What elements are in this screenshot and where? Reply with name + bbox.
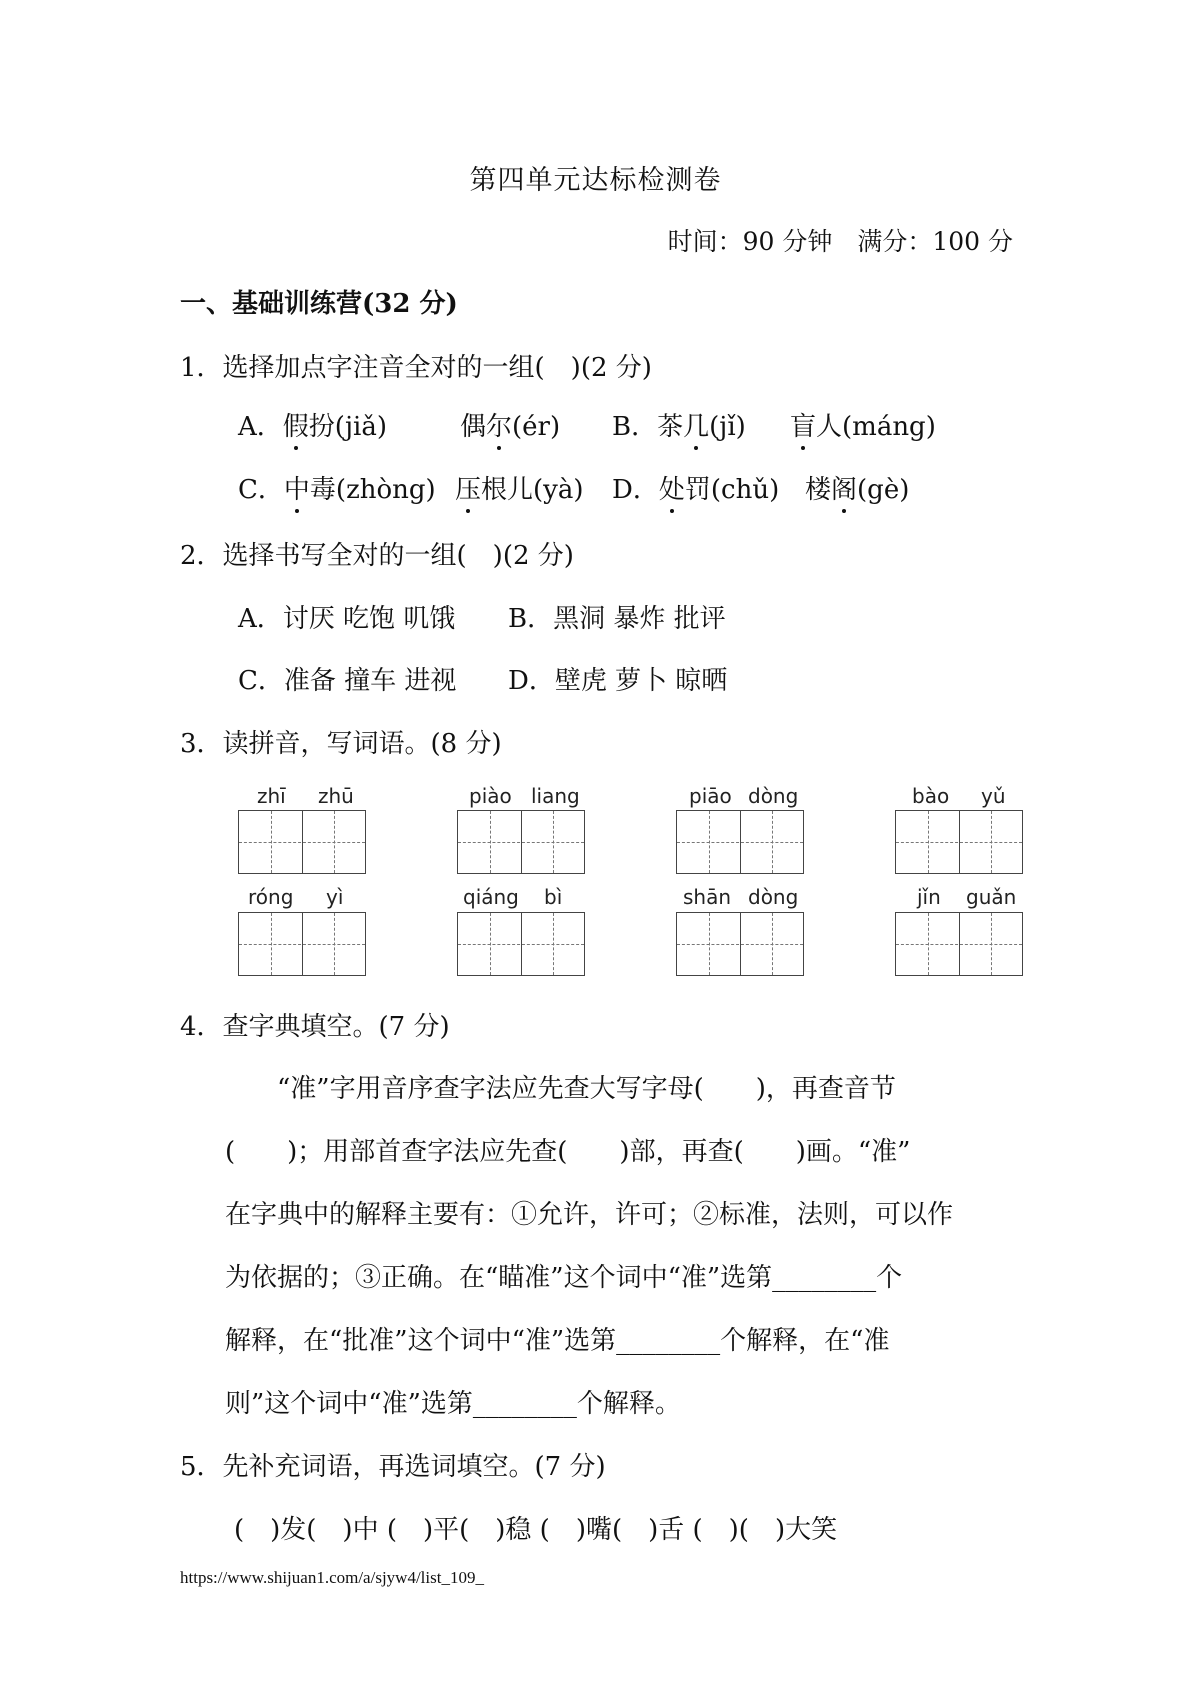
- writing-grid[interactable]: [457, 810, 585, 874]
- q4-paragraph-line: 则”这个词中“准”选第________个解释。: [225, 1389, 681, 1419]
- q1-option-a-word2: 偶尔(ér): [460, 406, 560, 443]
- pinyin: piào: [469, 784, 512, 808]
- q1-option-a: A．假扮(jiǎ): [238, 406, 387, 443]
- q1-option-d: D．处罚(chǔ): [612, 469, 779, 506]
- pinyin: dòng: [748, 885, 799, 909]
- q4-paragraph-line: 为依据的；③正确。在“瞄准”这个词中“准”选第________个: [225, 1263, 903, 1293]
- q4-paragraph-line: ( )；用部首查字法应先查( )部，再查( )画。“准”: [225, 1137, 911, 1167]
- q1-option-c-word2: 压根儿(yà): [455, 469, 584, 506]
- writing-grid[interactable]: [457, 912, 585, 976]
- section-heading: 一、基础训练营(32 分): [180, 289, 458, 319]
- pinyin: qiáng: [463, 885, 519, 909]
- question-5-stem: 5．先补充词语，再选词填空。(7 分): [180, 1452, 606, 1482]
- writing-grid[interactable]: [676, 810, 804, 874]
- pinyin: zhū: [318, 784, 354, 808]
- pinyin: jǐn: [917, 885, 941, 909]
- q4-paragraph-line: “准”字用音序查字法应先查大写字母( )，再查音节: [225, 1074, 896, 1104]
- writing-grid[interactable]: [895, 912, 1023, 976]
- q4-paragraph-line: 解释，在“批准”这个词中“准”选第________个解释，在“准: [225, 1326, 890, 1356]
- writing-grid[interactable]: [895, 810, 1023, 874]
- pinyin: bì: [544, 885, 563, 909]
- pinyin: bào: [912, 784, 950, 808]
- q2-option-d: D．壁虎 萝卜 晾晒: [508, 666, 728, 696]
- pinyin: shān: [683, 885, 732, 909]
- footer-url: https://www.shijuan1.com/a/sjyw4/list_109_: [180, 1568, 484, 1587]
- q1-option-b: B．茶几(jǐ): [612, 406, 746, 443]
- q1-option-c: C．中毒(zhòng): [238, 469, 436, 506]
- q1-option-b-word2: 盲人(máng): [790, 406, 936, 443]
- writing-grid[interactable]: [238, 912, 366, 976]
- pinyin: róng: [248, 885, 294, 909]
- pinyin: dòng: [748, 784, 799, 808]
- q2-option-b: B．黑洞 暴炸 批评: [508, 604, 726, 634]
- writing-grid[interactable]: [238, 810, 366, 874]
- question-1-stem: 1．选择加点字注音全对的一组( )(2 分): [180, 353, 652, 383]
- q5-fill-line: ( )发( )中 ( )平( )稳 ( )嘴( )舌 ( )( )大笑: [234, 1515, 838, 1545]
- pinyin: zhī: [257, 784, 286, 808]
- pinyin: liang: [531, 784, 580, 808]
- q2-option-a: A．讨厌 吃饱 叽饿: [238, 604, 456, 634]
- q2-option-c: C．准备 撞车 进视: [238, 666, 457, 696]
- writing-grid[interactable]: [676, 912, 804, 976]
- exam-meta: 时间：90 分钟 满分：100 分: [667, 227, 1013, 256]
- q1-option-d-word2: 楼阁(gè): [805, 469, 909, 506]
- pinyin: guǎn: [966, 885, 1017, 909]
- q4-paragraph-line: 在字典中的解释主要有：①允许，许可；②标准，法则，可以作: [225, 1200, 954, 1230]
- question-3-stem: 3．读拼音，写词语。(8 分): [180, 729, 502, 759]
- page-title: 第四单元达标检测卷: [469, 165, 722, 196]
- pinyin: piāo: [689, 784, 732, 808]
- question-2-stem: 2．选择书写全对的一组( )(2 分): [180, 541, 574, 571]
- pinyin: yǔ: [981, 784, 1006, 808]
- question-4-stem: 4．查字典填空。(7 分): [180, 1012, 450, 1042]
- pinyin: yì: [326, 885, 344, 909]
